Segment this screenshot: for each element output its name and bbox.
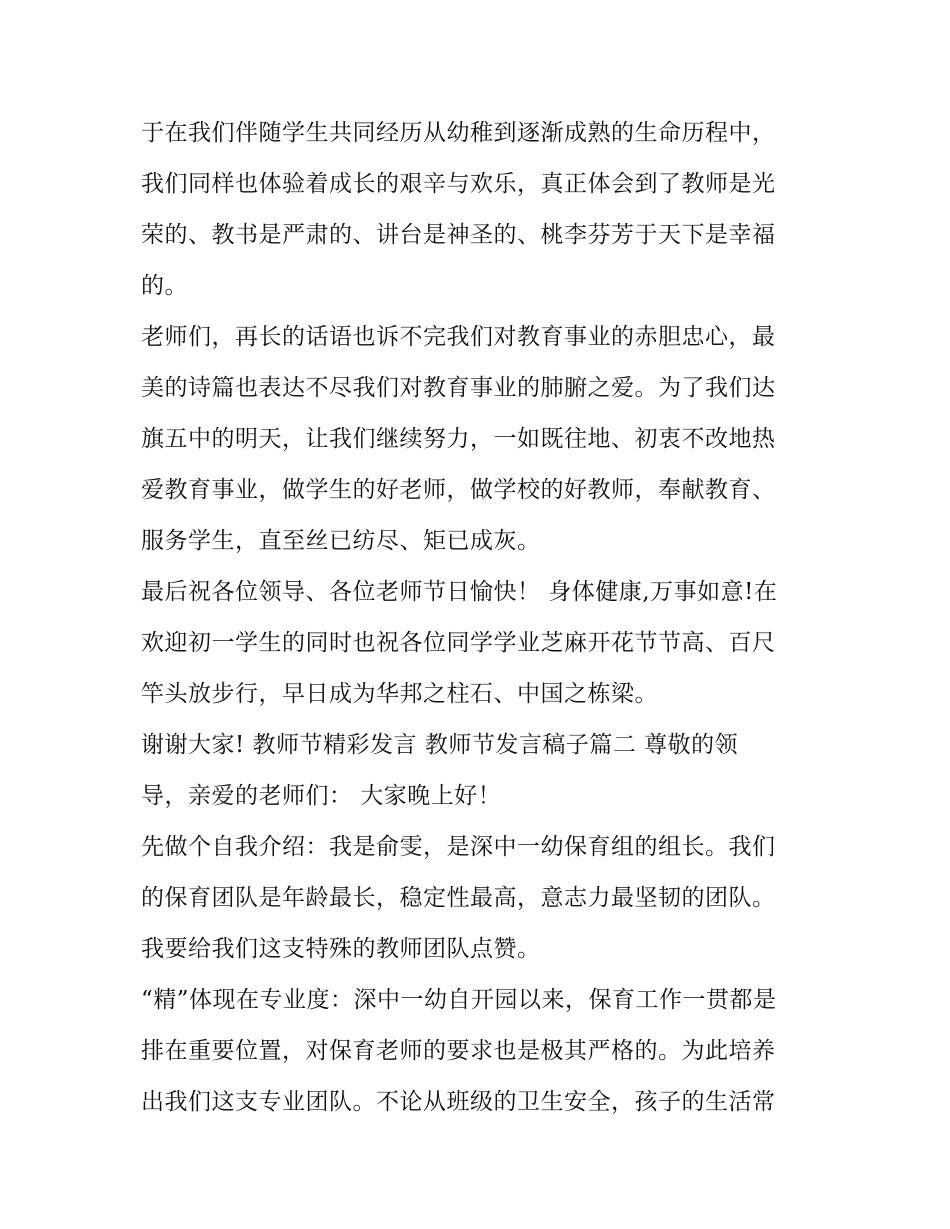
text-line: 我要给我们这支特殊的教师团队点赞。 bbox=[141, 936, 541, 962]
text-line: 竿头放步行，早日成为华邦之柱石、中国之栋梁。 bbox=[141, 681, 658, 707]
text-line: 欢迎初一学生的同时也祝各位同学学业芝麻开花节节高、百尺 bbox=[141, 630, 776, 656]
text-line: 老师们，再长的话语也诉不完我们对教育事业的赤胆忠心，最 bbox=[141, 324, 776, 350]
text-line: 出我们这支专业团队。不论从班级的卫生安全，孩子的生活常 bbox=[141, 1089, 776, 1115]
text-line: 我们同样也体验着成长的艰辛与欢乐，真正体会到了教师是光 bbox=[141, 171, 776, 197]
text-line: 的保育团队是年龄最长，稳定性最高，意志力最坚韧的团队。 bbox=[141, 885, 776, 911]
text-line: 爱教育事业，做学生的好老师，做学校的好教师，奉献教育、 bbox=[141, 477, 776, 503]
text-line: 服务学生，直至丝已纺尽、矩已成灰。 bbox=[141, 528, 541, 554]
text-line: 谢谢大家! 教师节精彩发言 教师节发言稿子篇二 尊敬的领 bbox=[141, 732, 739, 758]
text-line: 美的诗篇也表达不尽我们对教育事业的肺腑之爱。为了我们达 bbox=[141, 375, 776, 401]
text-line: 旗五中的明天，让我们继续努力，一如既往地、初衷不改地热 bbox=[141, 426, 776, 452]
text-line: 荣的、教书是严肃的、讲台是神圣的、桃李芬芳于天下是幸福 bbox=[141, 222, 776, 248]
text-line: 最后祝各位领导、各位老师节日愉快！ 身体健康,万事如意!在 bbox=[141, 579, 778, 605]
text-line: “精”体现在专业度：深中一幼自开园以来，保育工作一贯都是 bbox=[141, 987, 777, 1013]
text-line: 排在重要位置，对保育老师的要求也是极其严格的。为此培养 bbox=[141, 1038, 776, 1064]
text-line: 先做个自我介绍：我是俞雯，是深中一幼保育组的组长。我们 bbox=[141, 834, 776, 860]
text-line: 导，亲爱的老师们： 大家晚上好！ bbox=[141, 783, 502, 809]
text-line: 于在我们伴随学生共同经历从幼稚到逐渐成熟的生命历程中， bbox=[141, 120, 776, 146]
document-body bbox=[141, 108, 821, 1128]
text-line: 的。 bbox=[141, 273, 188, 299]
